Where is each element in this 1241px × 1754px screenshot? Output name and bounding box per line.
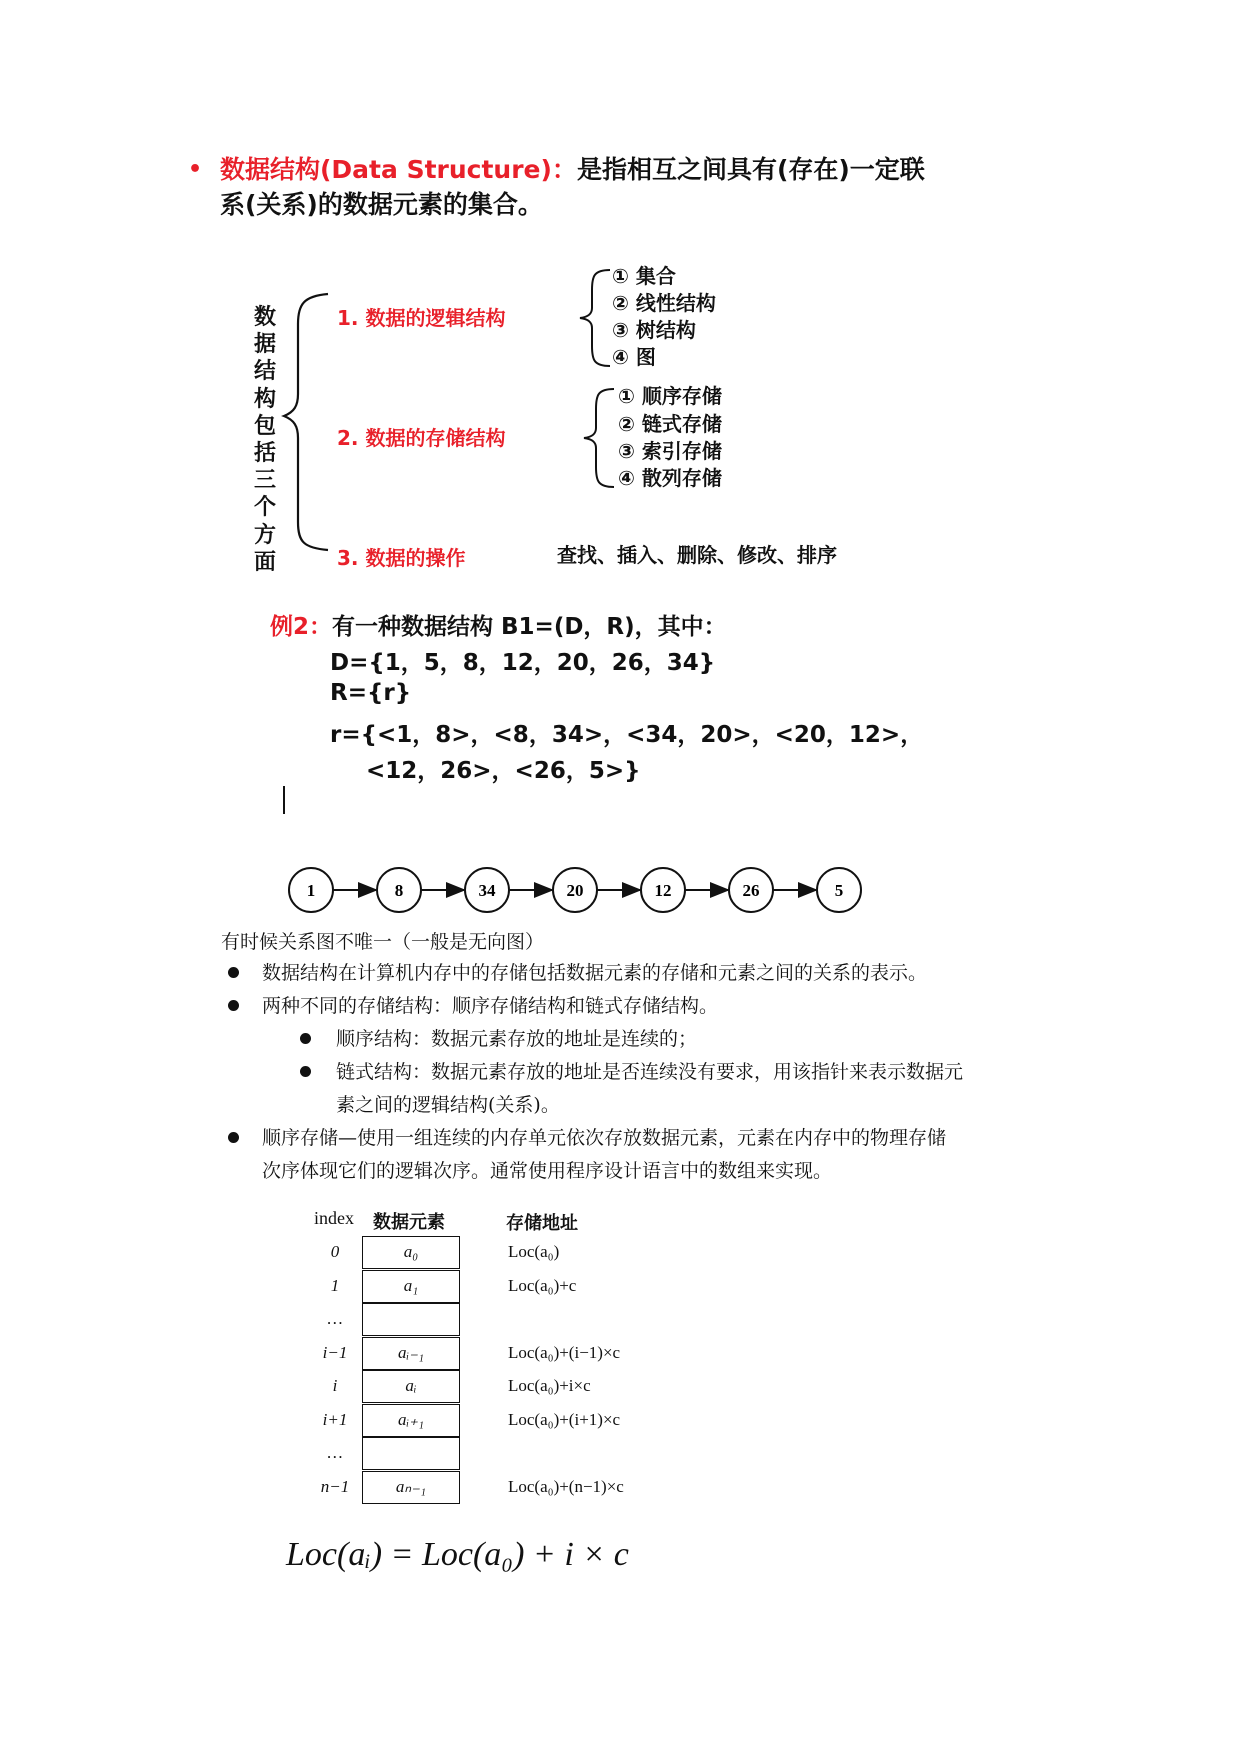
example-line3: R={r} (330, 680, 412, 706)
bullet-dot-icon (300, 1033, 311, 1044)
table-address: Loc(a₀)+(i−1)×c (508, 1343, 621, 1362)
linked-chain-diagram (285, 862, 875, 918)
table-element-cell: a₀ (362, 1236, 460, 1269)
table-header-element: 数据元素 (373, 1212, 445, 1233)
chain-node (289, 868, 333, 912)
logical-item-graph: ④ 图 (612, 345, 656, 369)
logical-item-linear: ② 线性结构 (612, 291, 716, 315)
bullet-dot-icon (300, 1066, 311, 1077)
text-cursor (283, 786, 285, 814)
chain-node-label: 34 (478, 881, 496, 900)
bullet-linked-2: 素之间的逻辑结构(关系)。 (336, 1094, 560, 1116)
chain-node (553, 868, 597, 912)
bullet-sequential-storage-1: 顺序存储—使用一组连续的内存单元依次存放数据元素，元素在内存中的物理存储 (262, 1127, 947, 1149)
example-label: 例2： (270, 614, 333, 640)
chain-node (465, 868, 509, 912)
table-element-cell: aᵢ₋₁ (362, 1337, 460, 1370)
chain-node-label: 12 (654, 881, 672, 900)
table-index: n−1 (320, 1477, 350, 1496)
table-address: Loc(a₀)+(i+1)×c (508, 1410, 621, 1429)
chain-node (817, 868, 861, 912)
table-index: … (327, 1443, 343, 1462)
table-address: Loc(a₀) (508, 1242, 560, 1261)
bullet-dot-icon (228, 1000, 239, 1011)
bullet-sequential: 顺序结构：数据元素存放的地址是连续的； (336, 1028, 698, 1050)
bullet-two-structures: 两种不同的存储结构：顺序存储结构和链式存储结构。 (262, 995, 719, 1017)
example-line1: 有一种数据结构 B1=(D，R)，其中： (332, 614, 727, 640)
operations-list: 查找、插入、删除、修改、排序 (557, 543, 837, 567)
table-header-address: 存储地址 (506, 1213, 578, 1234)
diagram-vertical-title: 数据结构包括三个方面 (253, 305, 276, 575)
bullet-sequential-storage-2: 次序体现它们的逻辑次序。通常使用程序设计语言中的数组来实现。 (262, 1160, 833, 1182)
table-index: 1 (330, 1276, 340, 1295)
chain-node (377, 868, 421, 912)
branch-storage-structure: 2. 数据的存储结构 (337, 426, 506, 450)
table-address: Loc(a₀)+i×c (508, 1376, 591, 1395)
table-element-cell (362, 1437, 460, 1470)
chain-node-label: 20 (566, 881, 584, 900)
example-line5: <12，26>，<26，5>} (366, 758, 641, 784)
table-address: Loc(a₀)+c (508, 1276, 577, 1295)
logical-brace (574, 266, 614, 370)
definition-text: 是指相互之间具有(存在)一定联系(关系)的数据元素的集合。 (220, 155, 925, 219)
table-index: i (332, 1376, 338, 1395)
chain-node-label: 1 (306, 881, 316, 900)
logical-item-set: ① 集合 (612, 264, 676, 288)
table-index: … (327, 1309, 343, 1328)
table-element-cell (362, 1303, 460, 1336)
bullet-dot-icon (228, 967, 239, 978)
table-element-cell: aᵢ₊₁ (362, 1404, 460, 1437)
branch-logical-structure: 1. 数据的逻辑结构 (337, 306, 506, 330)
example-line4: r={<1，8>，<8，34>，<34，20>，<20，12>， (330, 722, 924, 748)
chain-node-label: 8 (394, 881, 404, 900)
bullet-linked-1: 链式结构：数据元素存放的地址是否连续没有要求，用该指针来表示数据元 (336, 1061, 964, 1083)
chain-node (641, 868, 685, 912)
storage-item-linked: ② 链式存储 (618, 412, 722, 436)
bullet-storage-desc: 数据结构在计算机内存中的存储包括数据元素的存储和元素之间的关系的表示。 (262, 962, 928, 984)
bullet-icon: • (188, 157, 203, 182)
example-line2: D={1，5，8，12，20，26，34} (330, 650, 716, 676)
note-text: 有时候关系图不唯一（一般是无向图） (221, 931, 545, 953)
chain-node (729, 868, 773, 912)
storage-item-index: ③ 索引存储 (618, 439, 722, 463)
storage-brace (578, 385, 618, 491)
storage-item-sequential: ① 顺序存储 (618, 384, 722, 408)
logical-item-tree: ③ 树结构 (612, 318, 696, 342)
table-index: i+1 (322, 1410, 348, 1429)
bullet-dot-icon (228, 1132, 239, 1143)
branch-operations: 3. 数据的操作 (337, 546, 466, 570)
example-header (270, 608, 727, 641)
table-element-cell: a₁ (362, 1270, 460, 1303)
table-index: i−1 (322, 1343, 348, 1362)
table-header-index: index (314, 1208, 354, 1228)
table-element-cell: aᵢ (362, 1370, 460, 1403)
storage-item-hash: ④ 散列存储 (618, 466, 722, 490)
address-formula: Loc(aᵢ) = Loc(a₀) + i × c (286, 1536, 629, 1573)
definition-term: 数据结构(Data Structure)： (220, 155, 577, 184)
table-index: 0 (330, 1242, 340, 1261)
chain-node-label: 5 (834, 881, 844, 900)
table-address: Loc(a₀)+(n−1)×c (508, 1477, 624, 1496)
table-element-cell: aₙ₋₁ (362, 1471, 460, 1504)
chain-node-label: 26 (742, 881, 760, 900)
